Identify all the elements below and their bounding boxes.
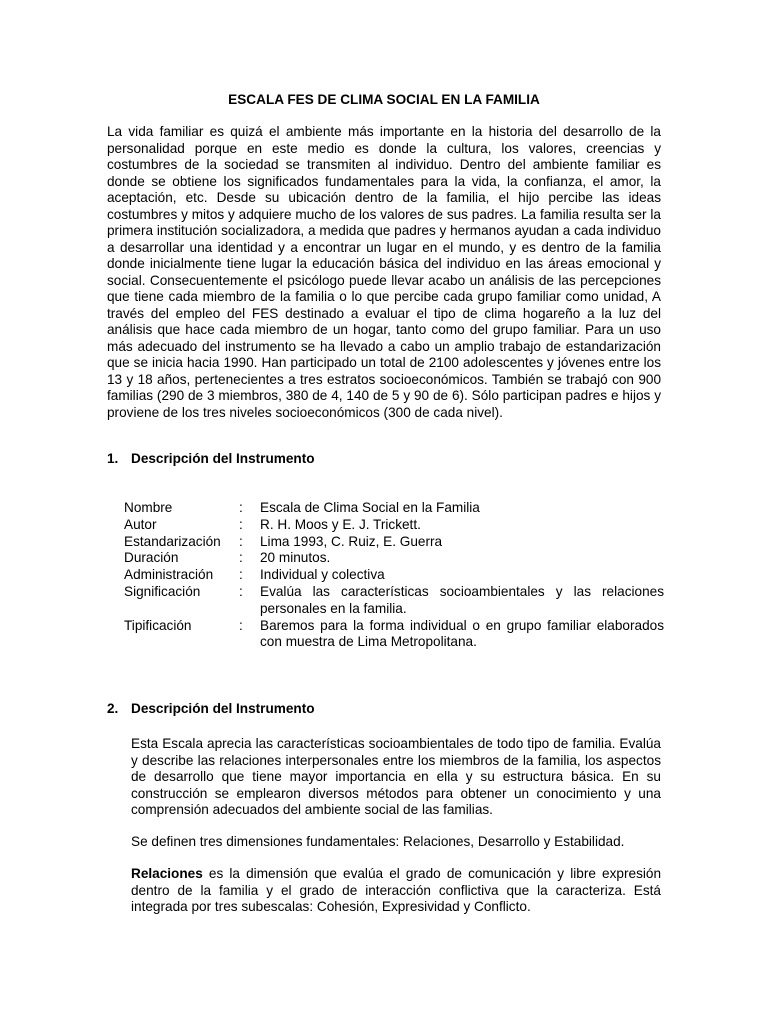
info-separator: : <box>239 567 243 583</box>
section-2-number: 2. <box>107 701 119 716</box>
section-2-paragraph-1: Esta Escala aprecia las características socioambientales de todo tipo de familia. Evalúa y describe las relaciones interpersonales entre los miembros de la familia, los aspectos de desarrollo que tiene mayor importancia en ella y su estructura básica. En su construcción se emplearon diversos métodos para obtener un conocimiento y una comprensión adecuados del ambiente social de las familias. <box>131 736 661 817</box>
info-row-significacion <box>124 584 664 618</box>
section-2-paragraph-2: Se definen tres dimensiones fundamentales: Relaciones, Desarrollo y Estabilidad. <box>131 834 625 849</box>
section-1-title: Descripción del Instrumento <box>131 451 315 466</box>
section-2-title: Descripción del Instrumento <box>131 701 315 716</box>
info-key: Estandarización <box>124 533 221 549</box>
section-1-number: 1. <box>107 451 119 466</box>
info-row-duracion <box>124 550 664 567</box>
section-2-heading <box>107 701 315 718</box>
info-key: Tipificación <box>124 617 192 633</box>
instrument-info-table <box>124 500 664 651</box>
info-value: 20 minutos. <box>260 550 331 566</box>
info-value: Escala de Clima Social en la Familia <box>260 500 480 515</box>
info-value: Lima 1993, C. Ruiz, E. Guerra <box>260 533 443 549</box>
document-title: ESCALA FES DE CLIMA SOCIAL EN LA FAMILIA <box>228 92 540 107</box>
info-separator: : <box>239 550 243 566</box>
info-row-estandarizacion <box>124 534 664 551</box>
info-key: Duración <box>124 550 179 566</box>
info-row-tipificacion <box>124 618 664 652</box>
info-key: Nombre <box>124 500 173 515</box>
info-row-administracion <box>124 567 664 584</box>
info-row-autor <box>124 517 664 534</box>
info-separator: : <box>239 500 243 515</box>
info-separator: : <box>239 516 243 532</box>
info-separator: : <box>239 533 243 549</box>
relaciones-term: Relaciones <box>131 866 203 881</box>
info-key: Administración <box>124 567 214 583</box>
info-value: R. H. Moos y E. J. Trickett. <box>260 516 421 532</box>
info-key: Significación <box>124 583 201 599</box>
info-value: Individual y colectiva <box>260 567 385 583</box>
info-separator: : <box>239 617 243 633</box>
info-separator: : <box>239 583 243 599</box>
section-2-paragraph-3 <box>131 866 661 916</box>
section-1-heading <box>107 451 315 468</box>
intro-paragraph: La vida familiar es quizá el ambiente más importante en la historia del desarrollo de la personalidad porque en este medio es donde la cultura, los valores, creencias y costumbres de la sociedad se transmiten al individuo. Dentro del ambiente familiar es donde se obtiene los significados fundamentales para la vida, la confianza, el amor, la aceptación, etc. Desde su ubicación dentro de la familia, el hijo percibe las ideas costumbres y mitos y adquiere mucho de los valores de sus padres. La familia resulta ser la primera institución socializadora, a medida que padres y hermanos ayudan a cada individuo a desarrollar una identidad y a encontrar un lugar en el mundo, y es dentro de la familia donde inicialmente tiene lugar la educación básica del individuo en las áreas emocional y social. Consecuentemente el psicólogo puede llevar acabo un análisis de las percepciones que tiene cada miembro de la familia o lo que percibe cada grupo familiar como unidad, A través del empleo del FES destinado a evaluar el tipo de clima hogareño a la luz del análisis que hace cada miembro de un hogar, tanto como del grupo familiar. Para un uso más adecuado del instrumento se ha llevado a cabo un amplio trabajo de estandarización que se inicia hacia 1990. Han participado un total de 2100 adolescentes y jóvenes entre los 13 y 18 años, pertenecientes a tres estratos socioeconómicos. También se trabajó con 900 familias (290 de 3 miembros, 380 de 4, 140 de 5 y 90 de 6). Sólo participan padres e hijos y proviene de los tres niveles socioeconómicos (300 de cada nivel). <box>107 124 661 420</box>
info-value: Baremos para la forma individual o en grupo familiar elaborados con muestra de Lima Metropolitana. <box>260 617 664 650</box>
info-value: Evalúa las características socioambientales y las relaciones personales en la familia. <box>260 583 664 616</box>
info-key: Autor <box>124 516 157 532</box>
relaciones-definition: es la dimensión que evalúa el grado de comunicación y libre expresión dentro de la familia y el grado de interacción conflictiva que la caracteriza. Está integrada por tres subescalas: Cohesión, Expresividad y Conflicto. <box>131 866 661 914</box>
info-row-nombre <box>124 500 664 517</box>
